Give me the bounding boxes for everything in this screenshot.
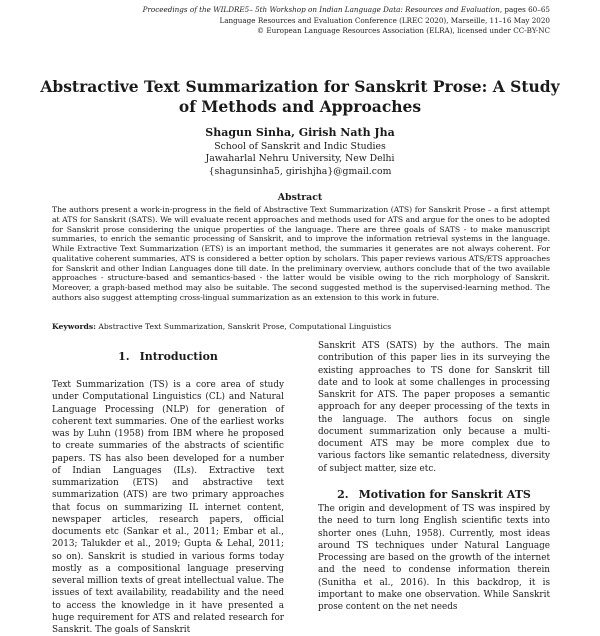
- proceedings-line-2: Language Resources and Evaluation Conference (LREC 2020), Marseille, 11–16 May 2020: [219, 15, 550, 25]
- section-heading-introduction: [52, 350, 284, 364]
- author-affiliation: [100, 141, 500, 178]
- keywords-line: [52, 322, 550, 332]
- author-emails: {shagunsinha5, girishjha}@gmail.com: [208, 165, 392, 177]
- affiliation-school: School of Sanskrit and Indic Studies: [214, 141, 386, 152]
- keywords-list: Abstractive Text Summarization, Sanskrit Prose, Computational Linguistics: [98, 322, 392, 331]
- section-title: Motivation for Sanskrit ATS: [358, 488, 531, 501]
- copyright-line: © European Language Resources Association (ELRA), licensed under CC-BY-NC: [256, 26, 550, 36]
- contribution-paragraph: Sanskrit ATS (SATS) by the authors. The main contribution of this paper lies in its surveying the existing approaches to TS done for Sanskrit till date and to look at some challenges in processing Sanskrit for ATS. The paper proposes a semantic approach for any deeper processing of the texts in the language. The authors focus on single document summarization only because a multi-document ATS may be more complex due to various factors like semantic relatedness, diversity of subject matter, size etc.: [318, 341, 550, 474]
- proceedings-line-1: [130, 5, 550, 16]
- paper-authors: Shagun Sinha, Girish Nath Jha: [205, 126, 395, 139]
- right-column-paragraph: [318, 340, 550, 475]
- motivation-paragraph: The origin and development of TS was inspired by the need to turn long English scientific texts into shorter ones (Luhn, 1958). Currently, most ideas around TS techniques under Natural Language Processing are based on the growth of the internet and the need to condense information therein (Sunitha et al., 2016). In this backdrop, it is important to make one observation. While Sanskrit prose content on the net needs: [318, 504, 550, 612]
- abstract-heading: Abstract: [277, 192, 323, 203]
- section-heading-motivation: [318, 488, 550, 502]
- section-number: 1.: [118, 350, 130, 363]
- section-title: Introduction: [139, 350, 218, 363]
- paper-title: Abstractive Text Summarization for Sanskrit Prose: A Study of Methods and Approaches: [40, 77, 560, 116]
- section-number: 2.: [337, 488, 349, 501]
- abstract-text: The authors present a work-in-progress in the field of Abstractive Text Summarization (ATS) for Sanskrit Prose – a first attempt at ATS for Sanskrit (SATS). We will evaluate recent approaches and methods used for ATS and argue for the ones to be adopted for Sanskrit prose considering the unique properties of the language. There are three goals of SATS - to make manuscript summaries, to enrich the semantic processing of Sanskrit, and to improve the information retrieval systems in the language. While Extractive Text Summarization (ETS) is an important method, the summaries it generates are not always coherent. For qualitative coherent summaries, ATS is considered a better option by scholars. This paper reviews various ATS/ETS approaches for Sanskrit and other Indian Languages done till date. In the preliminary overview, authors conclude that of the two available approaches - structure-based and semantics-based - the latter would be visible owing to the rich morphology of Sanskrit. Moreover, a graph-based method may also be suitable. The second suggested method is the supervised-learning method. The authors also suggest attempting cross-lingual summarization as an extension to this work in future.: [52, 205, 550, 302]
- proceedings-pages: , pages 60–65: [499, 5, 550, 14]
- motivation-body: [318, 503, 550, 613]
- proceedings-name: Proceedings of the WILDRE5– 5th Workshop on Indian Language Data: Resources and Evaluation: [142, 5, 500, 14]
- introduction-body: [52, 379, 284, 636]
- introduction-paragraph: Text Summarization (TS) is a core area of study under Computational Linguistics (CL) and Natural Language Processing (NLP) for generation of coherent text summaries. One of the earliest works was by Luhn (1958) from IBM where he proposed to create summaries of the abstracts of scientific papers. TS has also been developed for a number of Indian Languages (ILs). Extractive text summarization (ETS) and abstractive text summarization (ATS) are two primary approaches that focus on summarizing IL internet content, newspaper articles, research papers, official documents etc (Sankar et al., 2011; Embar et al., 2013; Talukder et al., 2019; Gupta & Lehal, 2011; so on). Sanskrit is studied in various forms today mostly as a compositional language preserving several million texts of great intellectual value. The issues of text availability, readability and the need to access the knowledge in it have presented a huge requirement for ATS and related research for Sanskrit. The goals of Sanskrit: [52, 380, 284, 635]
- affiliation-university: Jawaharlal Nehru University, New Delhi: [205, 153, 395, 165]
- proceedings-header: [130, 5, 550, 37]
- keywords-label: Keywords:: [52, 322, 96, 331]
